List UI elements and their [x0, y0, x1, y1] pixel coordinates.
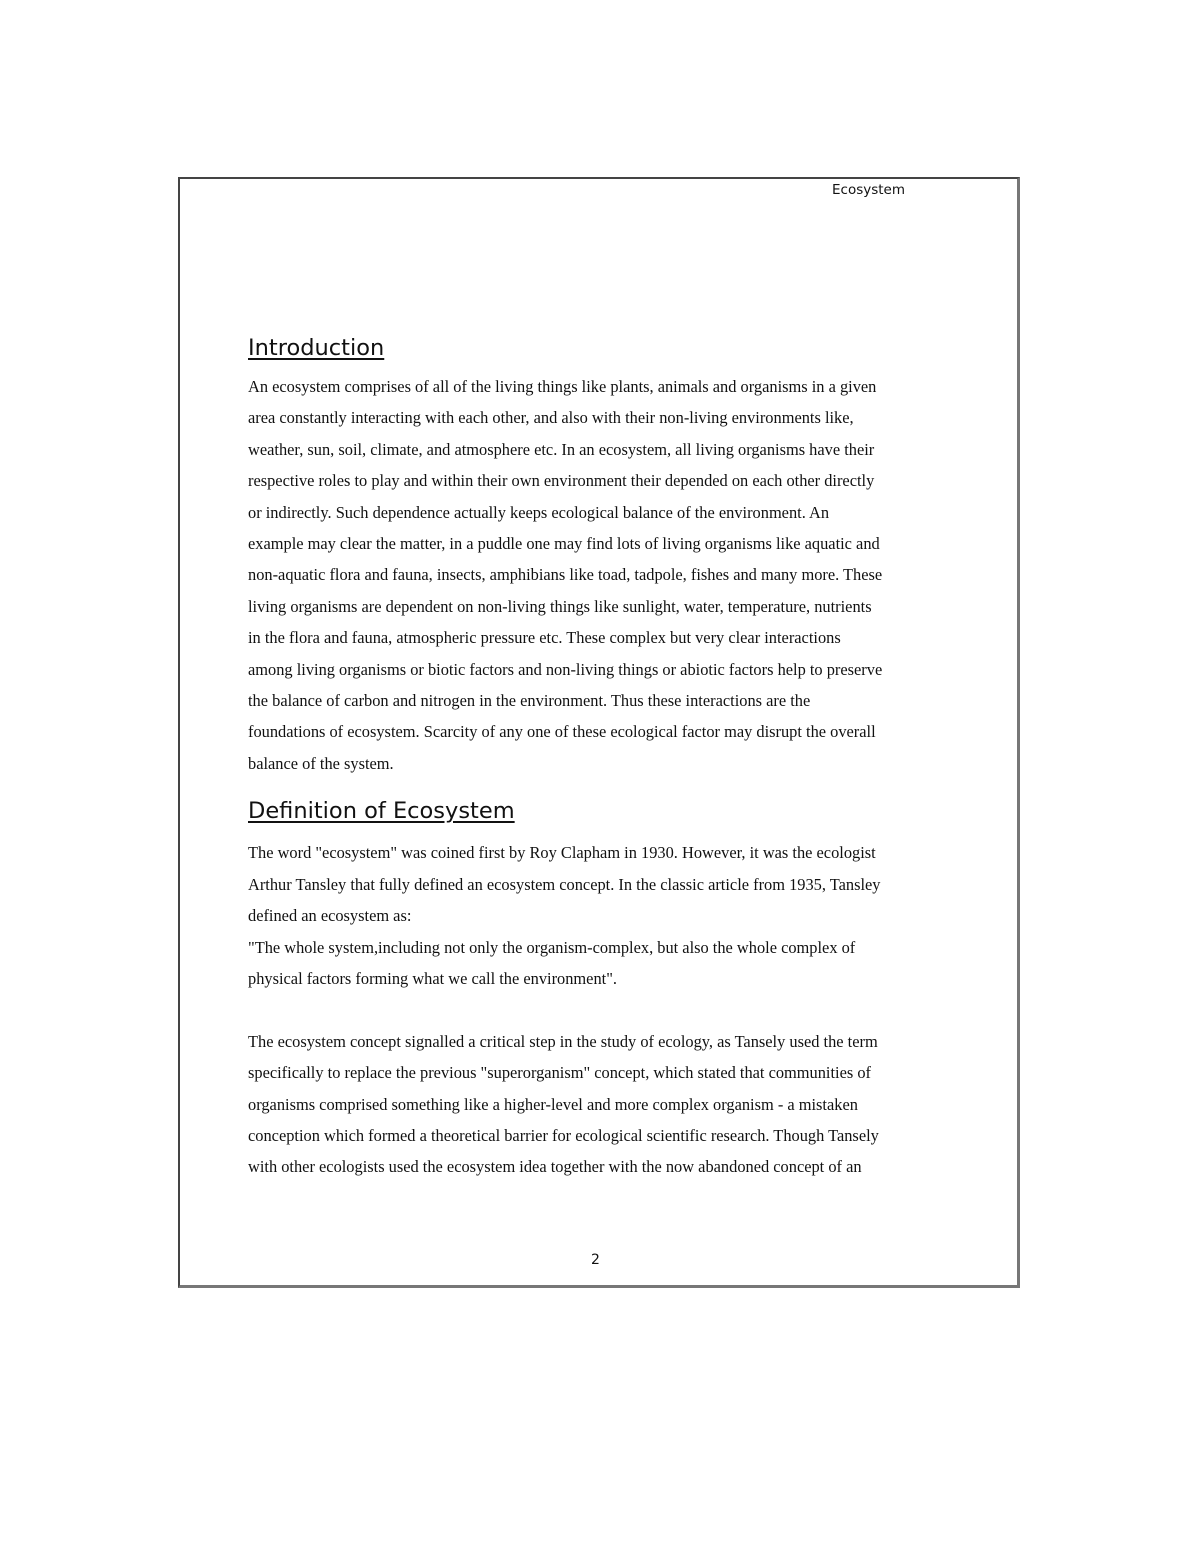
text-line: The ecosystem concept signalled a critical step in the study of ecology, as Tansely used the term	[248, 1031, 878, 1051]
text-line: area constantly interacting with each other, and also with their non-living environments like,	[248, 408, 854, 428]
page-number: 2	[591, 1252, 600, 1268]
text-line: balance of the system.	[248, 753, 394, 773]
page-content	[248, 328, 952, 1183]
text-line: living organisms are dependent on non-living things like sunlight, water, temperature, nutrients	[248, 596, 872, 616]
text-line: defined an ecosystem as:	[248, 906, 412, 926]
text-line: or indirectly. Such dependence actually keeps ecological balance of the environment. An	[248, 502, 830, 522]
text-line: example may clear the matter, in a puddle one may find lots of living organisms like aquatic and	[248, 534, 880, 554]
paragraph-spacer	[248, 994, 952, 1025]
text-line: "The whole system,including not only the organism-complex, but also the whole complex of	[248, 937, 856, 957]
concept-paragraph	[248, 1026, 952, 1183]
text-line: weather, sun, soil, climate, and atmosphere etc. In an ecosystem, all living organisms have their	[248, 439, 875, 459]
section-heading-introduction: Introduction	[248, 335, 385, 361]
text-line: with other ecologists used the ecosystem idea together with the now abandoned concept of an	[248, 1157, 862, 1177]
text-line: Arthur Tansley that fully defined an ecosystem concept. In the classic article from 1935, Tansley	[248, 874, 881, 894]
text-line: An ecosystem comprises of all of the living things like plants, animals and organisms in a given	[248, 377, 877, 396]
document-page	[178, 177, 1020, 1288]
text-line: The word "ecosystem" was coined first by Roy Clapham in 1930. However, it was the ecologist	[248, 843, 876, 863]
definition-paragraph	[248, 837, 952, 994]
text-line: in the flora and fauna, atmospheric pressure etc. These complex but very clear interactions	[248, 628, 841, 648]
text-line: the balance of carbon and nitrogen in the environment. Thus these interactions are the	[248, 691, 811, 711]
text-line: respective roles to play and within their own environment their depended on each other directly	[248, 471, 875, 491]
introduction-paragraph	[248, 371, 952, 779]
section-heading-definition: Definition of Ecosystem	[248, 798, 515, 825]
text-line: conception which formed a theoretical barrier for ecological scientific research. Though Tansely	[248, 1125, 879, 1145]
text-line: physical factors forming what we call the environment".	[248, 968, 617, 988]
text-line: non-aquatic flora and fauna, insects, amphibians like toad, tadpole, fishes and many more. These	[248, 565, 883, 585]
running-header: Ecosystem	[832, 182, 906, 198]
text-line: among living organisms or biotic factors and non-living things or abiotic factors help to preserve	[248, 659, 883, 679]
text-line: foundations of ecosystem. Scarcity of any one of these ecological factor may disrupt the overall	[248, 722, 876, 742]
text-line: organisms comprised something like a higher-level and more complex organism - a mistaken	[248, 1094, 858, 1114]
text-line: specifically to replace the previous "superorganism" concept, which stated that communities of	[248, 1063, 871, 1083]
